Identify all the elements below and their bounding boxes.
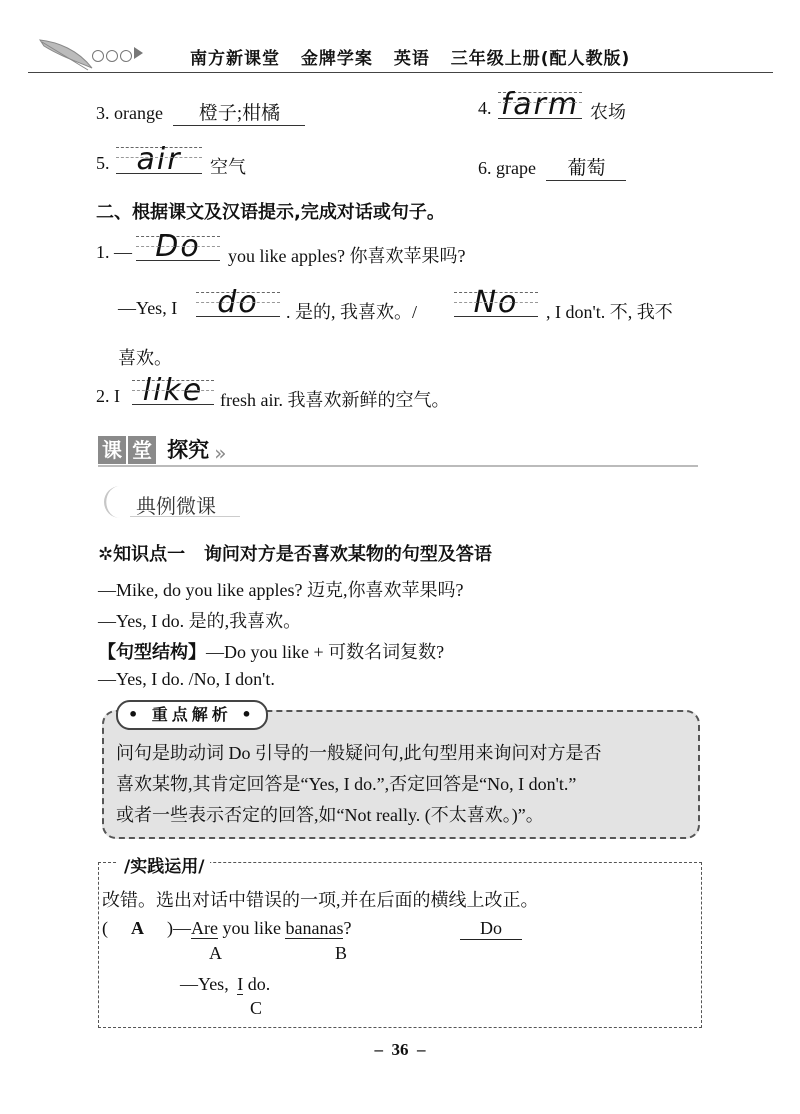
header-title xyxy=(190,44,644,69)
vocab-answer-slot xyxy=(498,87,582,122)
q-number: 1. xyxy=(96,242,110,262)
answer-text: No xyxy=(473,285,519,320)
word-option-a: Are xyxy=(191,918,218,938)
header-divider xyxy=(28,72,773,73)
structure-text: —Do you like + 可数名词复数? xyxy=(206,642,445,662)
answer-slot xyxy=(196,285,280,320)
crescent-icon xyxy=(98,482,128,522)
header-book: 金牌学案 xyxy=(300,49,373,69)
reply-start: —Yes, xyxy=(180,974,229,994)
subsection-underline xyxy=(130,516,240,517)
q1-line2-start: —Yes, I xyxy=(118,298,178,318)
keypoint-text xyxy=(116,738,602,831)
vocab-answer: farm xyxy=(500,87,580,122)
vocab-number: 3. xyxy=(96,103,110,123)
double-chevron-icon: » xyxy=(214,441,227,465)
question-mark: ? xyxy=(343,918,352,938)
word-option-b: bananas xyxy=(285,918,344,938)
practice-tag: /实践运用/ xyxy=(118,852,210,877)
q1-line3: 喜欢。 xyxy=(118,348,172,368)
vocab-answer: 葡萄 xyxy=(546,153,626,181)
q1-rest: you like apples? 你喜欢苹果吗? xyxy=(228,246,466,266)
keypoint-line: 或者一些表示否定的回答,如“Not really. (不太喜欢。)”。 xyxy=(116,805,544,825)
vocab-number: 5. xyxy=(96,153,110,173)
paren-open: ( xyxy=(102,918,108,938)
example-line-2: —Yes, I do. 是的,我喜欢。 xyxy=(98,611,302,631)
q1-line1 xyxy=(96,242,132,263)
practice-correction: Do xyxy=(460,918,522,940)
vocab-word: orange xyxy=(114,103,163,123)
structure-label: 【句型结构】 xyxy=(98,642,206,663)
header-grade: 三年级上册(配人教版) xyxy=(450,49,631,69)
label-a: A xyxy=(209,943,222,963)
page-header xyxy=(0,0,800,80)
vocab-number: 6. xyxy=(478,158,492,178)
header-dots-icon xyxy=(92,47,143,66)
paren-close: )— xyxy=(167,918,191,938)
structure-line xyxy=(98,638,444,664)
vocab-meaning: 空气 xyxy=(210,157,246,177)
header-subject: 英语 xyxy=(393,49,430,69)
example-line-1: —Mike, do you like apples? 迈克,你喜欢苹果吗? xyxy=(98,580,464,600)
vocab-answer: air xyxy=(136,142,182,177)
header-series: 南方新课堂 xyxy=(190,49,280,69)
practice-reply xyxy=(180,974,270,995)
vocab-answer-slot xyxy=(116,142,202,177)
vocab-item-3 xyxy=(96,98,305,126)
section2-heading: 二、根据课文及汉语提示,完成对话或句子。 xyxy=(96,202,445,223)
label-c: C xyxy=(250,998,263,1018)
subsection-title: 典例微课 xyxy=(136,494,216,518)
page-number: – 36 – xyxy=(374,1040,426,1059)
banner-char: 堂 xyxy=(128,436,156,464)
structure-answer: —Yes, I do. /No, I don't. xyxy=(98,669,275,689)
knowledge-heading: ✲知识点一 询问对方是否喜欢某物的句型及答语 xyxy=(98,544,492,565)
keypoint-line: 问句是助动词 Do 引导的一般疑问句,此句型用来询问对方是否 xyxy=(116,743,602,763)
practice-choice: A xyxy=(131,918,144,938)
vocab-meaning: 农场 xyxy=(590,102,626,122)
banner-text: 探究 xyxy=(167,438,210,462)
answer-text: do xyxy=(217,285,259,320)
reply-end: do. xyxy=(247,974,271,994)
vocab-number: 4. xyxy=(478,98,492,118)
vocab-item-5 xyxy=(96,153,110,174)
answer-text: like xyxy=(142,373,204,408)
answer-slot xyxy=(454,285,538,320)
word-plain: you like xyxy=(222,918,281,938)
vocab-item-6 xyxy=(478,153,626,181)
vocab-word: grape xyxy=(496,158,536,178)
q2-start: 2. I xyxy=(96,386,120,406)
feather-icon xyxy=(38,36,94,76)
banner-char: 课 xyxy=(98,436,126,464)
q1-line2-end: , I don't. 不, 我不 xyxy=(546,302,673,322)
answer-slot xyxy=(136,229,220,264)
answer-text: Do xyxy=(155,229,201,264)
q2-rest: fresh air. 我喜欢新鲜的空气。 xyxy=(220,390,450,410)
vocab-item-4 xyxy=(478,98,492,119)
practice-instruction: 改错。选出对话中错误的一项,并在后面的横线上改正。 xyxy=(102,890,539,910)
keypoint-tag: • 重点解析 • xyxy=(116,700,268,730)
word-option-c: I xyxy=(237,974,244,994)
banner-divider xyxy=(98,465,698,467)
keypoint-line: 喜欢某物,其肯定回答是“Yes, I do.”,否定回答是“No, I don't.” xyxy=(116,774,577,794)
dash: — xyxy=(114,242,132,262)
practice-question xyxy=(102,918,351,939)
label-b: B xyxy=(335,943,348,963)
vocab-answer: 橙子;柑橘 xyxy=(173,98,305,126)
answer-slot xyxy=(132,373,214,408)
q1-line2-mid: . 是的, 我喜欢。/ xyxy=(286,302,418,322)
